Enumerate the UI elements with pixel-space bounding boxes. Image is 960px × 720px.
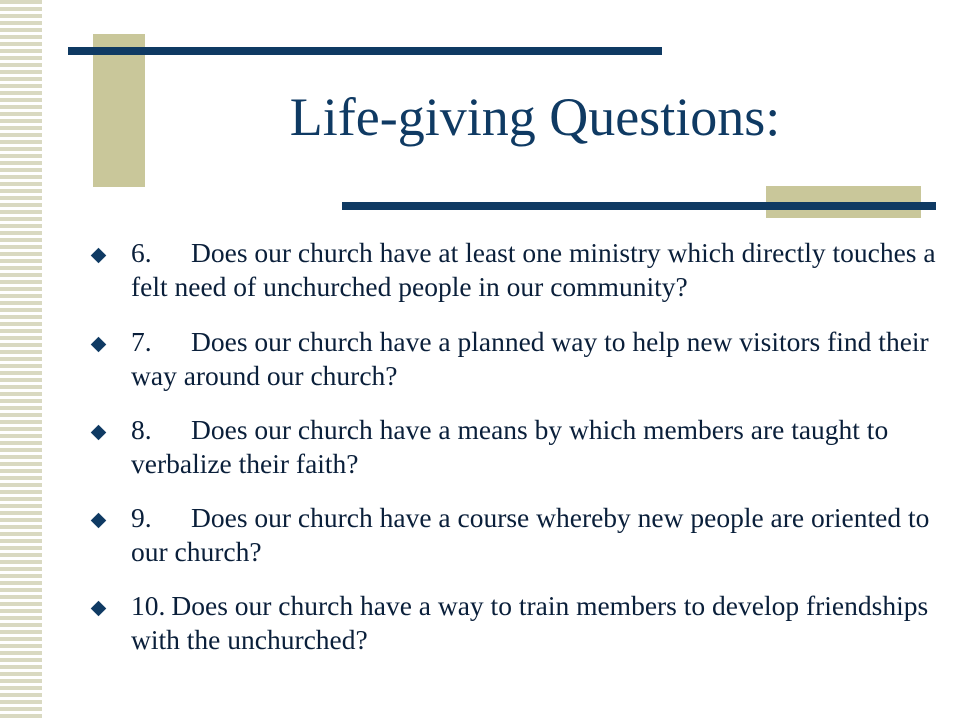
item-number: 8. bbox=[131, 414, 152, 445]
question-list bbox=[90, 236, 940, 677]
item-number: 6. bbox=[131, 237, 152, 268]
item-text: Does our church have a planned way to help new visitors find their way around our church? bbox=[131, 326, 929, 391]
item-text: Does our church have at least one ministry which directly touches a felt need of unchurched people in our community? bbox=[131, 237, 936, 302]
tan-accent-block-top bbox=[93, 34, 145, 187]
item-number: 10. bbox=[131, 590, 166, 621]
list-item bbox=[90, 501, 940, 569]
diamond-bullet-icon bbox=[91, 601, 107, 617]
slide-title: Life-giving Questions: bbox=[289, 87, 781, 147]
item-number: 9. bbox=[131, 502, 152, 533]
item-number: 7. bbox=[131, 326, 152, 357]
left-striped-border bbox=[0, 0, 42, 720]
diamond-bullet-icon bbox=[91, 513, 107, 529]
item-text: Does our church have a way to train members to develop friendships with the unchurched? bbox=[131, 590, 929, 655]
navy-rule-top bbox=[68, 47, 662, 55]
list-item bbox=[90, 236, 940, 304]
navy-rule-bottom bbox=[342, 202, 936, 210]
diamond-bullet-icon bbox=[91, 248, 107, 264]
diamond-bullet-icon bbox=[91, 425, 107, 441]
item-text: Does our church have a course whereby new people are oriented to our church? bbox=[131, 502, 930, 567]
list-item bbox=[90, 325, 940, 393]
list-item bbox=[90, 589, 940, 657]
diamond-bullet-icon bbox=[91, 337, 107, 353]
list-item bbox=[90, 413, 940, 481]
item-text: Does our church have a means by which members are taught to verbalize their faith? bbox=[131, 414, 889, 479]
